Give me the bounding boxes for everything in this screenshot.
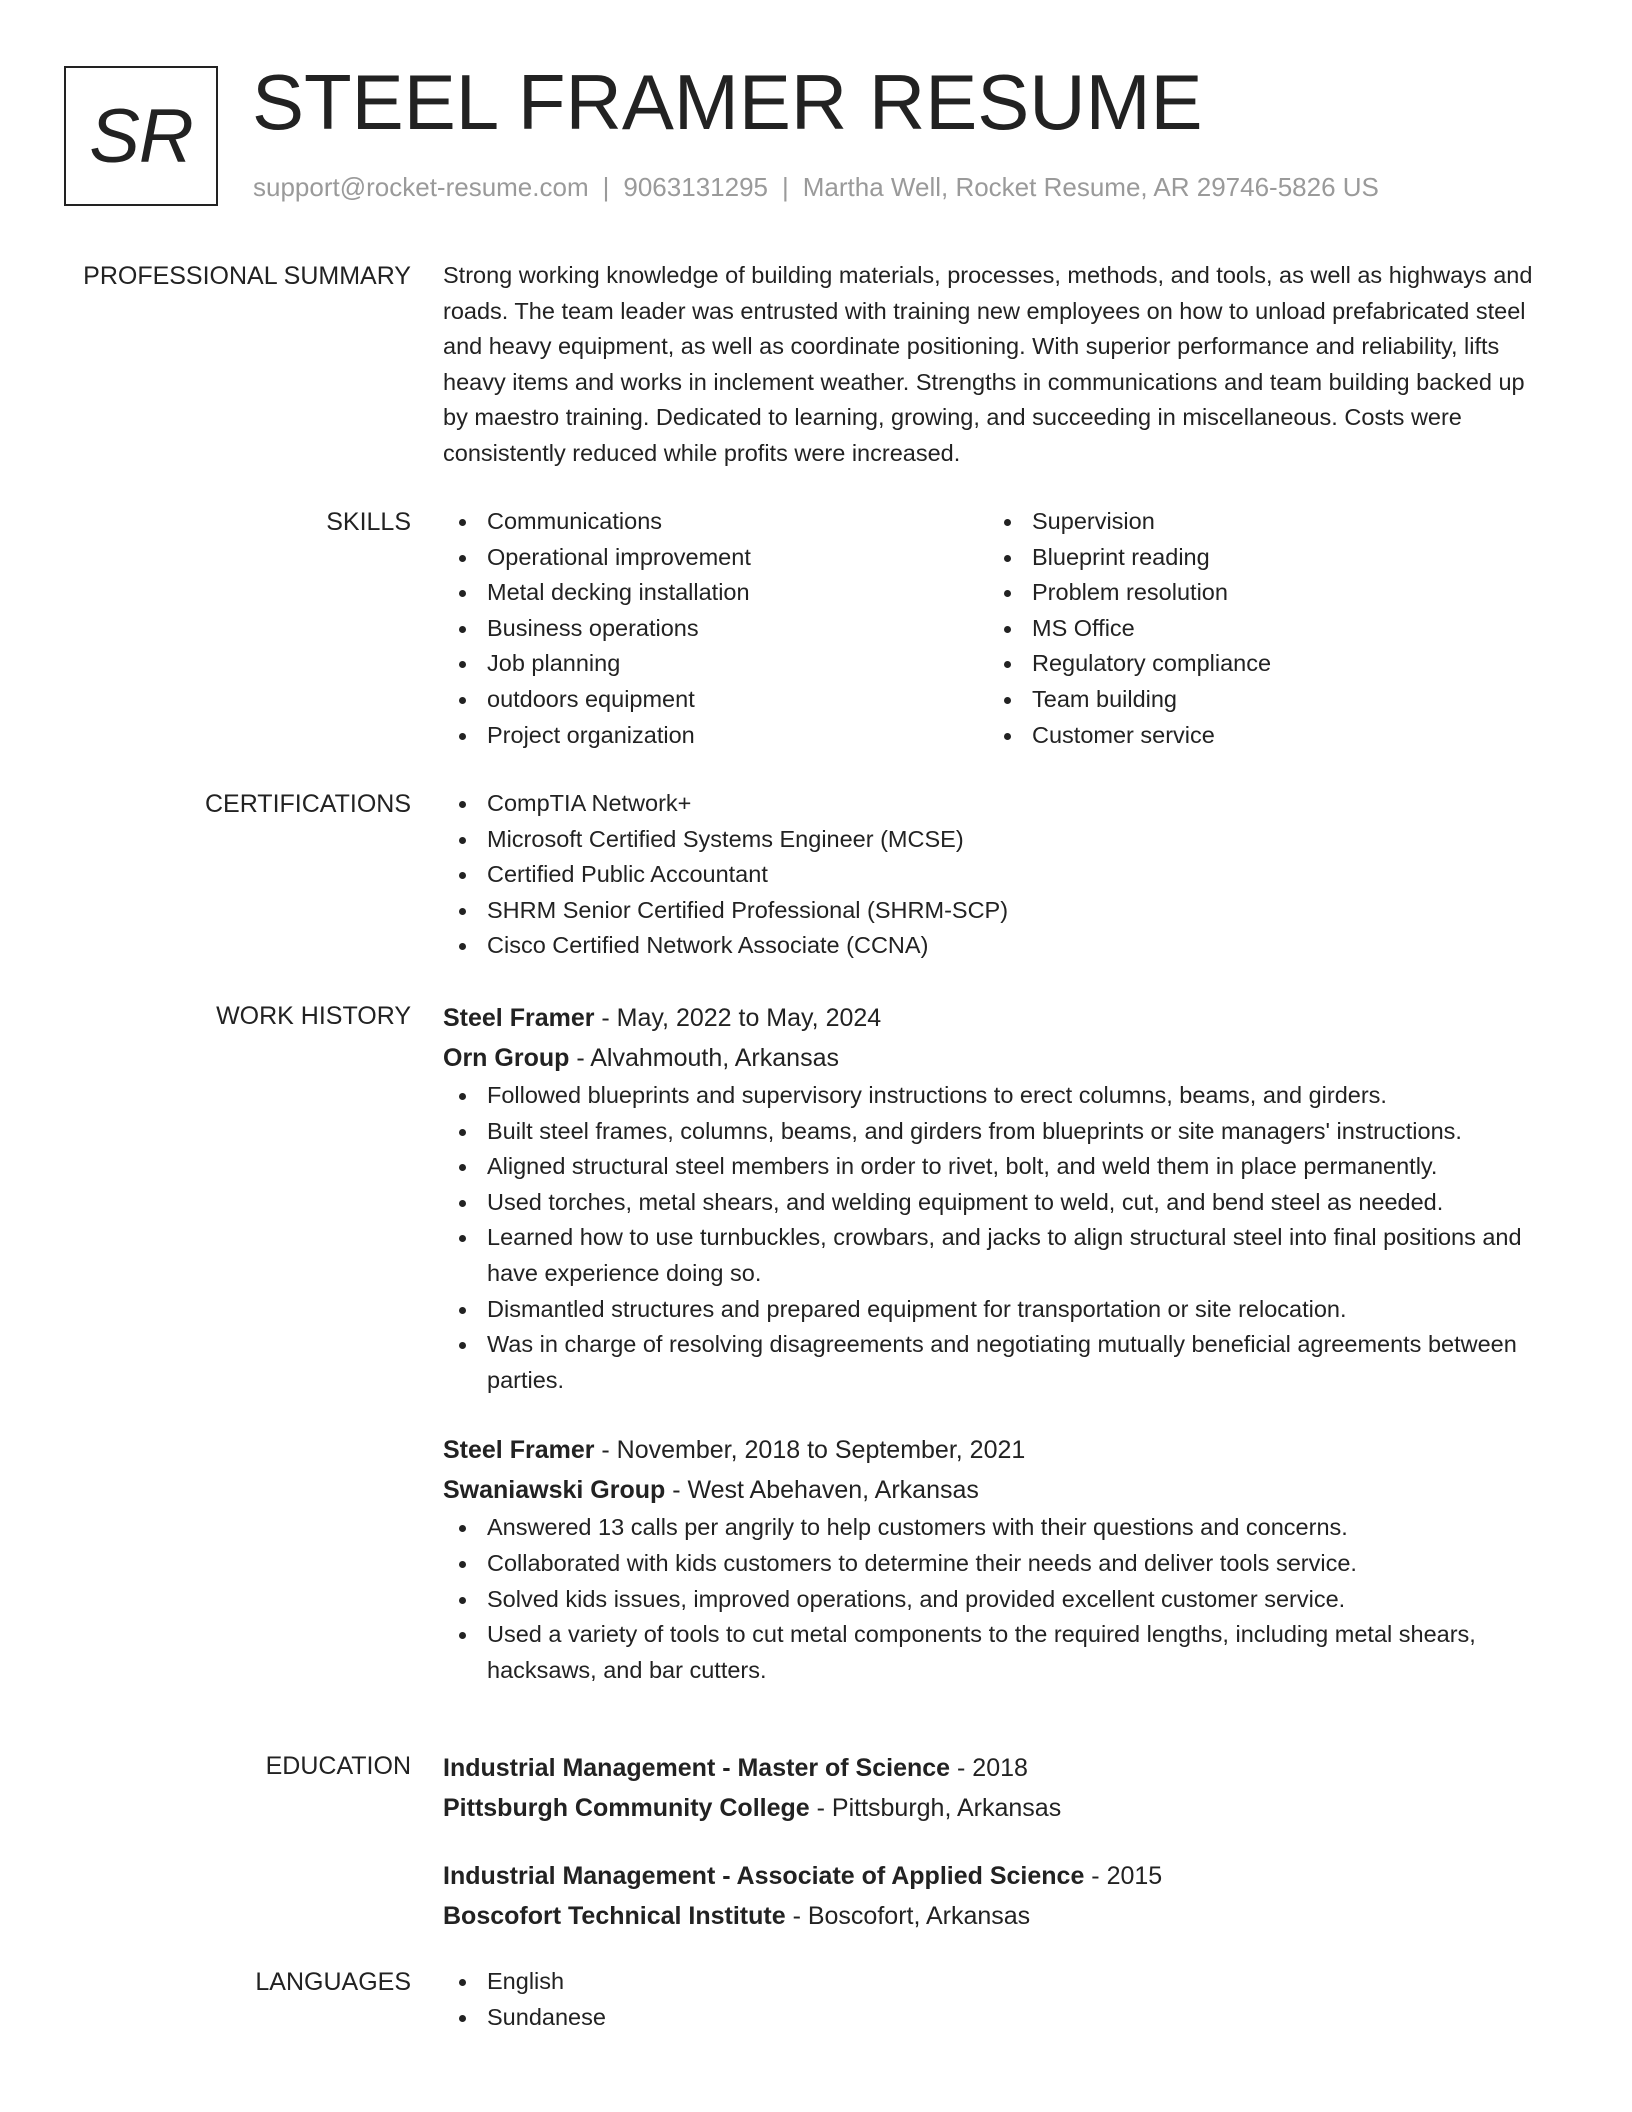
certification-item: CompTIA Network+ [443, 786, 1543, 822]
certification-item: Cisco Certified Network Associate (CCNA) [443, 928, 1543, 964]
skill-item: Project organization [443, 718, 988, 754]
summary-text: Strong working knowledge of building materials, processes, methods, and tools, as well as highways and roads. The team leader was entrusted with training new employees on how to unload prefabricated steel and heavy equipment, as well as coordinate positioning. With superior performance and reliability, lifts heavy items and works in inclement weather. Strengths in communications and team building backed up by maestro training. Dedicated to learning, growing, and succeeding in miscellaneous. Costs were consistently reduced while profits were increased. [443, 262, 1533, 466]
skill-item: outdoors equipment [443, 682, 988, 718]
education-degree-line [443, 1856, 1543, 1896]
contact-address: Martha Well, Rocket Resume, AR 29746-5826 US [802, 172, 1379, 202]
job-bullet: Used a variety of tools to cut metal components to the required lengths, including metal shears, hacksaws, and bar cutters. [443, 1617, 1543, 1688]
skill-item: Supervision [988, 504, 1533, 540]
certification-item: Certified Public Accountant [443, 857, 1543, 893]
job-location: - West Abehaven, Arkansas [665, 1476, 979, 1505]
skills-list-left [443, 504, 988, 753]
job-bullet: Dismantled structures and prepared equipment for transportation or site relocation. [443, 1292, 1543, 1328]
work-heading: WORK HISTORY [216, 1002, 411, 1030]
certifications-body [443, 786, 1543, 964]
education-entry [443, 1748, 1543, 1828]
job-bullet: Aligned structural steel members in order to rivet, bolt, and weld them in place permanently. [443, 1149, 1543, 1185]
page-title: STEEL FRAMER RESUME [252, 58, 1203, 146]
language-item: Sundanese [443, 2000, 1543, 2036]
education-school-line [443, 1896, 1543, 1936]
education-degree: Industrial Management - Master of Science [443, 1754, 951, 1782]
skill-item: Problem resolution [988, 575, 1533, 611]
summary-heading: PROFESSIONAL SUMMARY [83, 262, 411, 290]
skill-item: Regulatory compliance [988, 646, 1533, 682]
job-bullet: Built steel frames, columns, beams, and girders from blueprints or site managers' instructions. [443, 1114, 1543, 1150]
certifications-list [443, 786, 1543, 964]
job-role: Steel Framer [443, 1436, 595, 1465]
job-bullet: Used torches, metal shears, and welding equipment to weld, cut, and bend steel as needed. [443, 1185, 1543, 1221]
certifications-heading: CERTIFICATIONS [204, 790, 411, 818]
languages-heading: LANGUAGES [255, 1968, 411, 1996]
job-bullet: Learned how to use turnbuckles, crowbars, and jacks to align structural steel into final positions and have experience doing so. [443, 1220, 1543, 1291]
education-location: - Boscofort, Arkansas [785, 1902, 1031, 1930]
job-company: Orn Group [443, 1044, 570, 1072]
skill-item: Customer service [988, 718, 1533, 754]
skill-item: Blueprint reading [988, 540, 1533, 576]
job-entry [443, 1430, 1543, 1688]
contact-line [253, 172, 1379, 203]
job-title-line [443, 1430, 1543, 1470]
job-bullet: Answered 13 calls per angrily to help customers with their questions and concerns. [443, 1510, 1543, 1546]
education-degree-line [443, 1748, 1543, 1788]
job-title-line [443, 998, 1543, 1038]
language-item: English [443, 1964, 1543, 2000]
skills-columns [443, 504, 1543, 753]
work-body [443, 998, 1543, 1688]
skill-item: Team building [988, 682, 1533, 718]
languages-body [443, 1964, 1543, 2035]
education-year: - 2015 [1084, 1862, 1163, 1890]
skill-item: Business operations [443, 611, 988, 647]
job-bullet: Was in charge of resolving disagreements and negotiating mutually beneficial agreements between parties. [443, 1327, 1543, 1398]
job-location: - Alvahmouth, Arkansas [569, 1044, 839, 1072]
skill-item: Metal decking installation [443, 575, 988, 611]
languages-list [443, 1964, 1543, 2035]
job-dates: - November, 2018 to September, 2021 [594, 1436, 1026, 1465]
job-company: Swaniawski Group [443, 1476, 666, 1505]
certification-item: Microsoft Certified Systems Engineer (MCSE) [443, 822, 1543, 858]
job-bullet: Solved kids issues, improved operations, and provided excellent customer service. [443, 1582, 1543, 1618]
education-school: Pittsburgh Community College [443, 1794, 810, 1822]
monogram-logo: SR [64, 66, 218, 206]
skill-item: MS Office [988, 611, 1533, 647]
education-school-line [443, 1788, 1543, 1828]
education-degree: Industrial Management - Associate of Applied Science [443, 1862, 1085, 1890]
job-company-line [443, 1470, 1543, 1510]
skills-list-right [988, 504, 1533, 753]
contact-phone: 9063131295 [623, 172, 768, 202]
skill-item: Communications [443, 504, 988, 540]
education-body [443, 1748, 1543, 1936]
education-heading: EDUCATION [265, 1752, 411, 1780]
job-dates: - May, 2022 to May, 2024 [594, 1004, 882, 1032]
job-bullets [443, 1510, 1543, 1688]
job-role: Steel Framer [443, 1004, 595, 1032]
contact-email: support@rocket-resume.com [253, 172, 589, 202]
education-location: - Pittsburgh, Arkansas [809, 1794, 1062, 1822]
education-entry [443, 1856, 1543, 1936]
education-year: - 2018 [950, 1754, 1028, 1782]
certification-item: SHRM Senior Certified Professional (SHRM-SCP) [443, 893, 1543, 929]
skills-heading: SKILLS [326, 508, 411, 536]
skill-item: Operational improvement [443, 540, 988, 576]
job-bullet: Collaborated with kids customers to determine their needs and deliver tools service. [443, 1546, 1543, 1582]
job-bullet: Followed blueprints and supervisory instructions to erect columns, beams, and girders. [443, 1078, 1543, 1114]
job-entry [443, 998, 1543, 1398]
contact-separator: | [782, 172, 789, 202]
contact-separator: | [602, 172, 610, 202]
job-bullets [443, 1078, 1543, 1398]
education-school: Boscofort Technical Institute [443, 1902, 786, 1930]
job-company-line [443, 1038, 1543, 1078]
skill-item: Job planning [443, 646, 988, 682]
